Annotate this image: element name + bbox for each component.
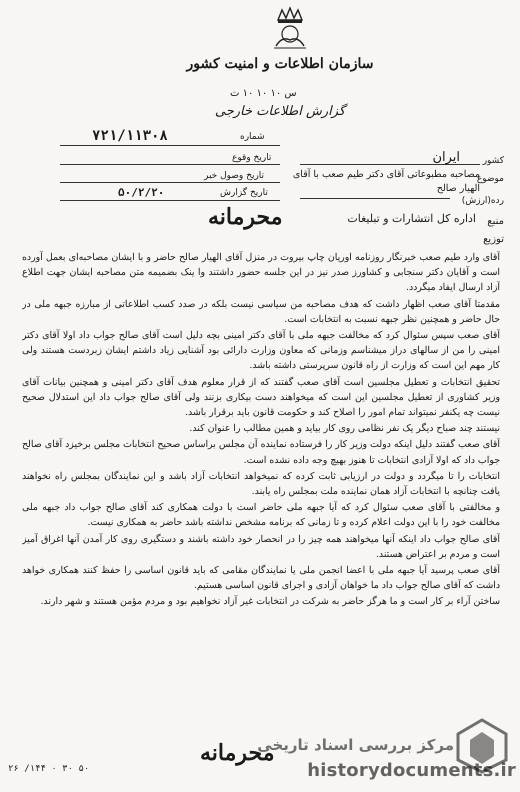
- organization-title: سازمان اطلاعات و امنیت کشور: [186, 56, 374, 72]
- body-paragraph: آقای صالح جواب داد اینکه آنها میخواهند همه چیز را در انحصار خود داشته باشند و دستگیری روی کار آمدن آنها اغراق آمیز است و مردم بر اعتراض هستند.: [22, 533, 500, 560]
- classification-stamp: محرمانه: [208, 204, 283, 230]
- body-paragraph: آقای وارد طیم صعب خبرنگار روزنامه اوریان چاپ بیروت در منزل آقای الهیار صالح حاضر و با ایشان مصاحبه‌ای بعمل آورده است و آقایان دکتر سنجابی و کشاورز صدر نیز در این جلسه حضور داشتند وا ینک بضمیمه متن مصاحبه ایشان جهت اطلاع آزاد ارسال ایفاد میگردد.: [22, 252, 500, 294]
- document-body: [22, 250, 500, 718]
- archive-watermark-name: مرکز بررسی اسناد تاریخی: [257, 736, 454, 754]
- distribution-label: توزیع: [483, 234, 504, 245]
- report-title: گزارش اطلاعات خارجی: [214, 104, 346, 119]
- lion-sun-emblem-icon: [268, 6, 312, 52]
- body-paragraph: آقای صعب سپس سئوال کرد که مخالفت جبهه ملی با آقای دکتر امینی بچه دلیل است آقای صالح جواب داد اولا آقای دکتر امینی را من از سالهای دراز میشناسم وزمانی که معاون وزارت دارائی بود آشنایی زیاد داشتم ایشان زبردست هستند ولی کار مهم این است که وزارت از راه قانون سرپرستی داشته باشد.: [22, 330, 500, 372]
- subject-line: [300, 198, 450, 199]
- country-label: کشور: [482, 156, 504, 166]
- stamp-number: ۲۶ /۱۴۴ ۰ ۳۰ ۵۰: [8, 764, 90, 774]
- subject-label: موضوع: [476, 174, 504, 184]
- body-paragraph: آقای صعب پرسید آیا جبهه ملی با اعضا انجمن ملی یا نمایندگان مقامی که باید قانون اساسی را حفظ کنند همکاری خواهد داشت که آقای صالح جواب داد ما خواهان آزادی و اجرای قانون اساسی هستیم.: [22, 565, 500, 592]
- body-paragraph: تحقیق انتخابات و تعطیل مجلسین است آقای صعب گفتند که از قرار معلوم هدف آقای دکتر امینی و همچنین بیانات آقای وزیر کشاوری از تعطیل مجلسین این است که میخواهند دست بیکاری بزنند ولی آقای صالح جواب داد این استدلال صحیح نیست چه یکنفر نمیتواند تمام امور را اصلاح کند و حکومت قانون باید برقرار باشد.: [22, 376, 500, 419]
- report-date-value: ۵۰/۲/۲۰: [118, 186, 165, 199]
- receive-date-label: تاریخ وصول خبر: [204, 171, 265, 181]
- body-paragraph: مقدمتا آقای صعب اظهار داشت که هدف مصاحبه من سیاسی نیست بلکه در صدد کسب اطلاعاتی از مبارزه جبهه ملی در حال حاضر و همچنین نظر جبهه نسبت به انتخابات است.: [22, 298, 500, 325]
- body-paragraph: آقای صعب گفتند دلیل اینکه دولت وزیر کار را فرستاده نماینده آن مجلس براساس صحیح انتخابات مجلس برخیزد آقای صالح جواب داد که اولا آزادی انتخابات تا هنوز بهیچ وجه داده نشده است.: [22, 439, 500, 466]
- report-date-label: تاریخ گزارش: [220, 188, 268, 198]
- body-paragraph: انتخابات را تا میگردد و دولت در ارزیابی ثابت کرده که نمیخواهد انتخابات آزاد باشد و این نمایندگان بمجلس راه نخواهند یافت چنانچه با انتخابات آزاد همان نماینده ملت بمجلس راه یابند.: [22, 470, 500, 498]
- number-line: [60, 145, 280, 146]
- country-value: ایران: [432, 150, 460, 165]
- reference-code: س ۱۰ ۱۰ ۱۰ ت: [230, 88, 297, 99]
- reference-grade-label: رده(ارزش): [461, 196, 504, 206]
- document-number: ۷۲۱/۱۱۳۰۸: [92, 128, 168, 144]
- receive-date-line: [60, 182, 280, 183]
- footer-classification: محرمانه: [200, 740, 275, 766]
- subject-value: مصاحبه مطبوعاتی آقای دکتر طیم صعب با آقای الهیار صالح: [292, 169, 480, 194]
- source-value: اداره کل انتشارات و تبلیغات: [347, 212, 476, 225]
- event-date-label: تاریخ وقوع: [232, 153, 272, 163]
- body-paragraph: ساختن آراء بر کار است و ما هرگز حاضر به شرکت در انتخابات غیر آزاد نخواهیم بود و مردم مؤمن هستند و شهر دارند.: [40, 596, 500, 608]
- country-line: [300, 164, 480, 165]
- number-label: شماره: [240, 132, 265, 142]
- event-date-line: [60, 164, 280, 165]
- body-paragraph: نیستند چند صباح دیگر یک نفر نظامی روی کار بیاید و همین مطالب را عنوان کند.: [189, 423, 500, 435]
- body-paragraph: و مخالفتی با آقای صعب سئوال کرد که آیا جبهه ملی حاضر است با دولت همکاری کند آقای صالح جواب داد جبهه ملی مخالفت خود را با این دولت اعلام کرده و تا زمانی که برنامه مشخص نداشته باشد حاضر به همکاری نیست.: [22, 502, 500, 529]
- source-label: منبع: [487, 216, 504, 227]
- report-date-line: [60, 200, 280, 201]
- archive-watermark-url: historydocuments.ir: [307, 760, 516, 781]
